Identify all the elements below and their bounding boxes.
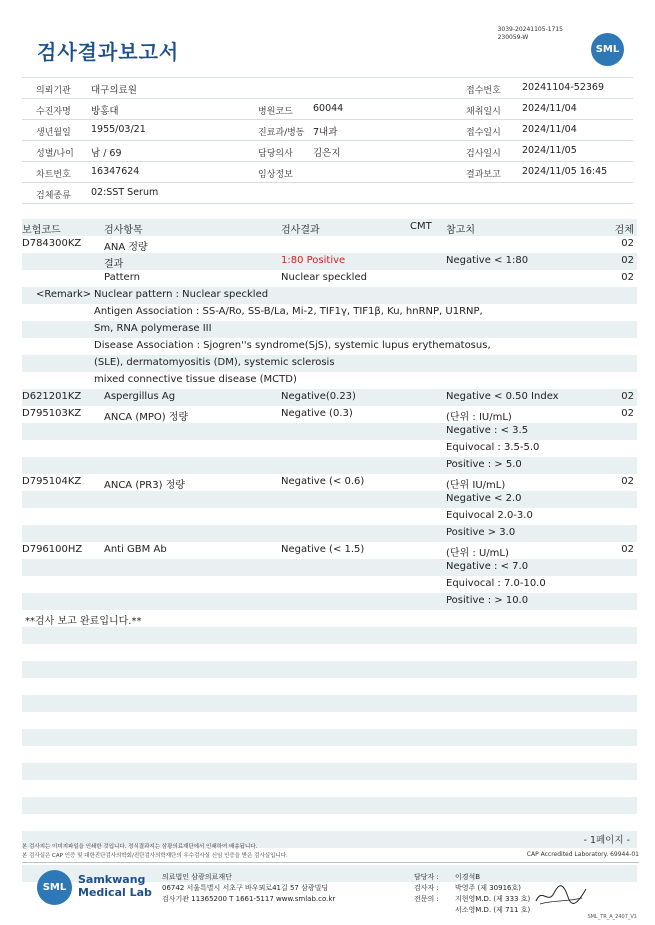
- empty-row: [22, 661, 637, 678]
- specimen-label: 검체종류: [36, 191, 71, 201]
- row-specimen: 02: [621, 238, 634, 249]
- table-row: [22, 525, 637, 542]
- tech-name: 이경석B: [455, 873, 481, 881]
- remark-row: [22, 338, 637, 355]
- table-row: [22, 423, 637, 440]
- name-label: 수진자명: [36, 107, 71, 117]
- document-id-line-2: 230059-W: [497, 34, 529, 41]
- report-end-text: **검사 보고 완료입니다.**: [25, 616, 142, 627]
- table-row: [22, 253, 637, 270]
- specialist-name-2: 서소영M.D. (제 711 호): [455, 906, 531, 914]
- row-ref: (단위 : U/mL): [446, 548, 509, 559]
- examiner-label: 검사자 :: [414, 884, 439, 892]
- row-ref: Negative < 0.50 Index: [446, 391, 559, 402]
- form-id: SML_TR_A_2407_V1: [587, 914, 637, 920]
- results-table: [22, 219, 637, 882]
- table-row: [22, 270, 637, 287]
- test-date-label: 검사일시: [466, 149, 501, 159]
- lab-contact: 검사기관 11365200 T 1661-5117 www.smlab.co.kr: [162, 895, 336, 903]
- remark-text: Antigen Association : SS-A/Ro, SS-B/La, Mi-2, TIF1γ, TIF1β, Ku, hnRNP, U1RNP,: [94, 306, 483, 317]
- row-ref: Equivocal : 3.5-5.0: [446, 442, 540, 453]
- receipt-no-value: 20241104-52369: [522, 82, 605, 93]
- table-row: [22, 576, 637, 593]
- header-result: 검사결과: [281, 225, 320, 236]
- brand-line-2: Medical Lab: [78, 886, 152, 899]
- row-result: Negative (0.3): [281, 408, 353, 419]
- row-code: D621201KZ: [22, 391, 82, 402]
- brand-line-1: Samkwang: [78, 873, 146, 886]
- specimen-value: 02:SST Serum: [91, 187, 159, 198]
- empty-row: [22, 678, 637, 695]
- lab-address: [162, 872, 335, 905]
- report-end-row: [22, 610, 637, 627]
- row-ref: (단위 IU/mL): [446, 480, 506, 491]
- footer-divider: [22, 862, 639, 863]
- row-ref: Negative : < 7.0: [446, 561, 529, 572]
- empty-row: [22, 695, 637, 712]
- report-date-label: 결과보고: [466, 170, 501, 180]
- name-value: 방홍대: [91, 106, 119, 117]
- remark-row: [22, 321, 637, 338]
- row-ref: Positive > 3.0: [446, 527, 516, 538]
- clinical-label: 임상정보: [258, 170, 293, 180]
- row-item: 결과: [104, 259, 124, 270]
- row-code: D795103KZ: [22, 408, 82, 419]
- brand-name: [78, 873, 152, 899]
- empty-row: [22, 797, 637, 814]
- collect-date-value: 2024/11/04: [522, 103, 577, 114]
- chart-no-label: 차트번호: [36, 170, 71, 180]
- remark-text: mixed connective tissue disease (MCTD): [94, 374, 297, 385]
- row-ref: Negative < 1:80: [446, 255, 529, 266]
- header-code: 보험코드: [22, 225, 61, 236]
- print-notice: 본 검사지는 이미지파일을 인쇄한 것입니다. 정식결과지는 삼광의료재단에서 인쇄하여 배송됩니다.: [22, 844, 258, 850]
- document-id: [498, 26, 563, 42]
- row-ref: Equivocal : 7.0-10.0: [446, 578, 546, 589]
- row-ref: (단위 : IU/mL): [446, 412, 512, 423]
- specialist-name-1: 지현영M.D. (제 333 호): [455, 895, 531, 903]
- row-item: Aspergillus Ag: [104, 391, 176, 402]
- row-item: Anti GBM Ab: [104, 544, 167, 555]
- receipt-date-value: 2024/11/04: [522, 124, 577, 135]
- table-row: [22, 491, 637, 508]
- specialist-label: 전문의 :: [414, 895, 439, 903]
- report-date-value: 2024/11/05 16:45: [522, 166, 608, 177]
- empty-row: [22, 780, 637, 797]
- row-specimen: 02: [621, 255, 634, 266]
- table-row: [22, 474, 637, 491]
- remark-text: Disease Association : Sjogren''s syndrome(SjS), systemic lupus erythematosus,: [94, 340, 491, 351]
- row-code: D796100HZ: [22, 544, 83, 555]
- document-id-line-1: 3039-20241105-1715: [497, 26, 563, 33]
- row-ref: Negative : < 3.5: [446, 425, 529, 436]
- header-item: 검사항목: [104, 225, 143, 236]
- sml-logo-icon: SML: [591, 33, 624, 66]
- remark-text: Nuclear pattern : Nuclear speckled: [94, 289, 269, 300]
- table-row: [22, 508, 637, 525]
- birth-value: 1955/03/21: [91, 124, 146, 135]
- cap-accreditation: CAP Accredited Laboratory. 69944-01: [526, 851, 639, 858]
- empty-row: [22, 814, 637, 831]
- header-cmt: CMT: [410, 221, 432, 232]
- signature-names: [455, 872, 530, 916]
- table-row: [22, 542, 637, 559]
- remark-row: [22, 304, 637, 321]
- row-item: ANCA (PR3) 정량: [104, 480, 185, 491]
- table-row: [22, 457, 637, 474]
- empty-row: [22, 712, 637, 729]
- examiner-name: 박영주 (제 30916호): [455, 884, 521, 892]
- row-item: ANCA (MPO) 정량: [104, 412, 189, 423]
- empty-row: [22, 763, 637, 780]
- remark-row: [22, 372, 637, 389]
- row-specimen: 02: [621, 544, 634, 555]
- accreditation-notice: 본 검사실은 CAP 인증 및 대한진단검사의학회/진단검사의학재단의 우수검사실 신임 인증을 받은 검사실입니다.: [22, 853, 288, 859]
- hospital-code-value: 60044: [313, 103, 344, 114]
- birth-label: 생년월일: [36, 128, 71, 138]
- sex-age-label: 성별/나이: [36, 149, 74, 159]
- page-title: 검사결과보고서: [37, 40, 180, 64]
- row-specimen: 02: [621, 476, 634, 487]
- table-header: [22, 219, 637, 236]
- receipt-date-label: 접수일시: [466, 128, 501, 138]
- test-date-value: 2024/11/05: [522, 145, 577, 156]
- table-row: [22, 406, 637, 423]
- dept-label: 진료과/병동: [258, 128, 305, 138]
- empty-row: [22, 729, 637, 746]
- lab-org: 의료법인 삼광의료재단: [162, 873, 232, 881]
- row-specimen: 02: [621, 272, 634, 283]
- signature-labels: [414, 872, 439, 905]
- remark-row: [22, 287, 637, 304]
- table-row: [22, 440, 637, 457]
- empty-row: [22, 746, 637, 763]
- remark-text: (SLE), dermatomyositis (DM), systemic sclerosis: [94, 357, 335, 368]
- row-result: Nuclear speckled: [281, 272, 367, 283]
- receipt-no-label: 접수번호: [466, 86, 501, 96]
- row-ref: Positive : > 10.0: [446, 595, 529, 606]
- doctor-value: 김은지: [313, 148, 341, 159]
- table-row: [22, 559, 637, 576]
- row-item: ANA 정량: [104, 242, 148, 253]
- remark-label: <Remark>: [36, 289, 92, 300]
- header-specimen: 검체: [614, 225, 634, 236]
- row-specimen: 02: [621, 391, 634, 402]
- row-result: Negative(0.23): [281, 391, 356, 402]
- page-number: - 1페이지 -: [583, 835, 630, 846]
- institution-label: 의뢰기관: [36, 86, 71, 96]
- hospital-code-label: 병원코드: [258, 107, 293, 117]
- doctor-label: 담당의사: [258, 149, 293, 159]
- remark-row: [22, 355, 637, 372]
- dept-value: 7내과: [313, 127, 338, 138]
- sml-logo-icon: SML: [37, 870, 72, 905]
- row-result: Negative (< 1.5): [281, 544, 365, 555]
- sex-age-value: 남 / 69: [91, 148, 122, 159]
- row-result: Negative (< 0.6): [281, 476, 365, 487]
- table-row: [22, 236, 637, 253]
- lab-street: 06742 서울특별시 서초구 바우뫼로41길 57 삼광빌딩: [162, 884, 329, 892]
- tech-label: 담당자 :: [414, 873, 439, 881]
- row-result-abnormal: 1:80 Positive: [281, 255, 346, 266]
- remark-text: Sm, RNA polymerase III: [94, 323, 212, 334]
- row-code: D784300KZ: [22, 238, 82, 249]
- row-ref: Equivocal 2.0-3.0: [446, 510, 533, 521]
- row-code: D795104KZ: [22, 476, 82, 487]
- table-row: [22, 593, 637, 610]
- table-row: [22, 389, 637, 406]
- empty-row: [22, 644, 637, 661]
- row-item: Pattern: [104, 272, 140, 283]
- row-specimen: 02: [621, 408, 634, 419]
- row-ref: Negative < 2.0: [446, 493, 522, 504]
- row-ref: Positive : > 5.0: [446, 459, 522, 470]
- header-ref: 참고치: [446, 225, 475, 236]
- empty-row: [22, 627, 637, 644]
- collect-date-label: 채취일시: [466, 107, 501, 117]
- chart-no-value: 16347624: [91, 166, 140, 177]
- institution-value: 대구의료원: [91, 85, 137, 96]
- signature-icon: [532, 883, 590, 909]
